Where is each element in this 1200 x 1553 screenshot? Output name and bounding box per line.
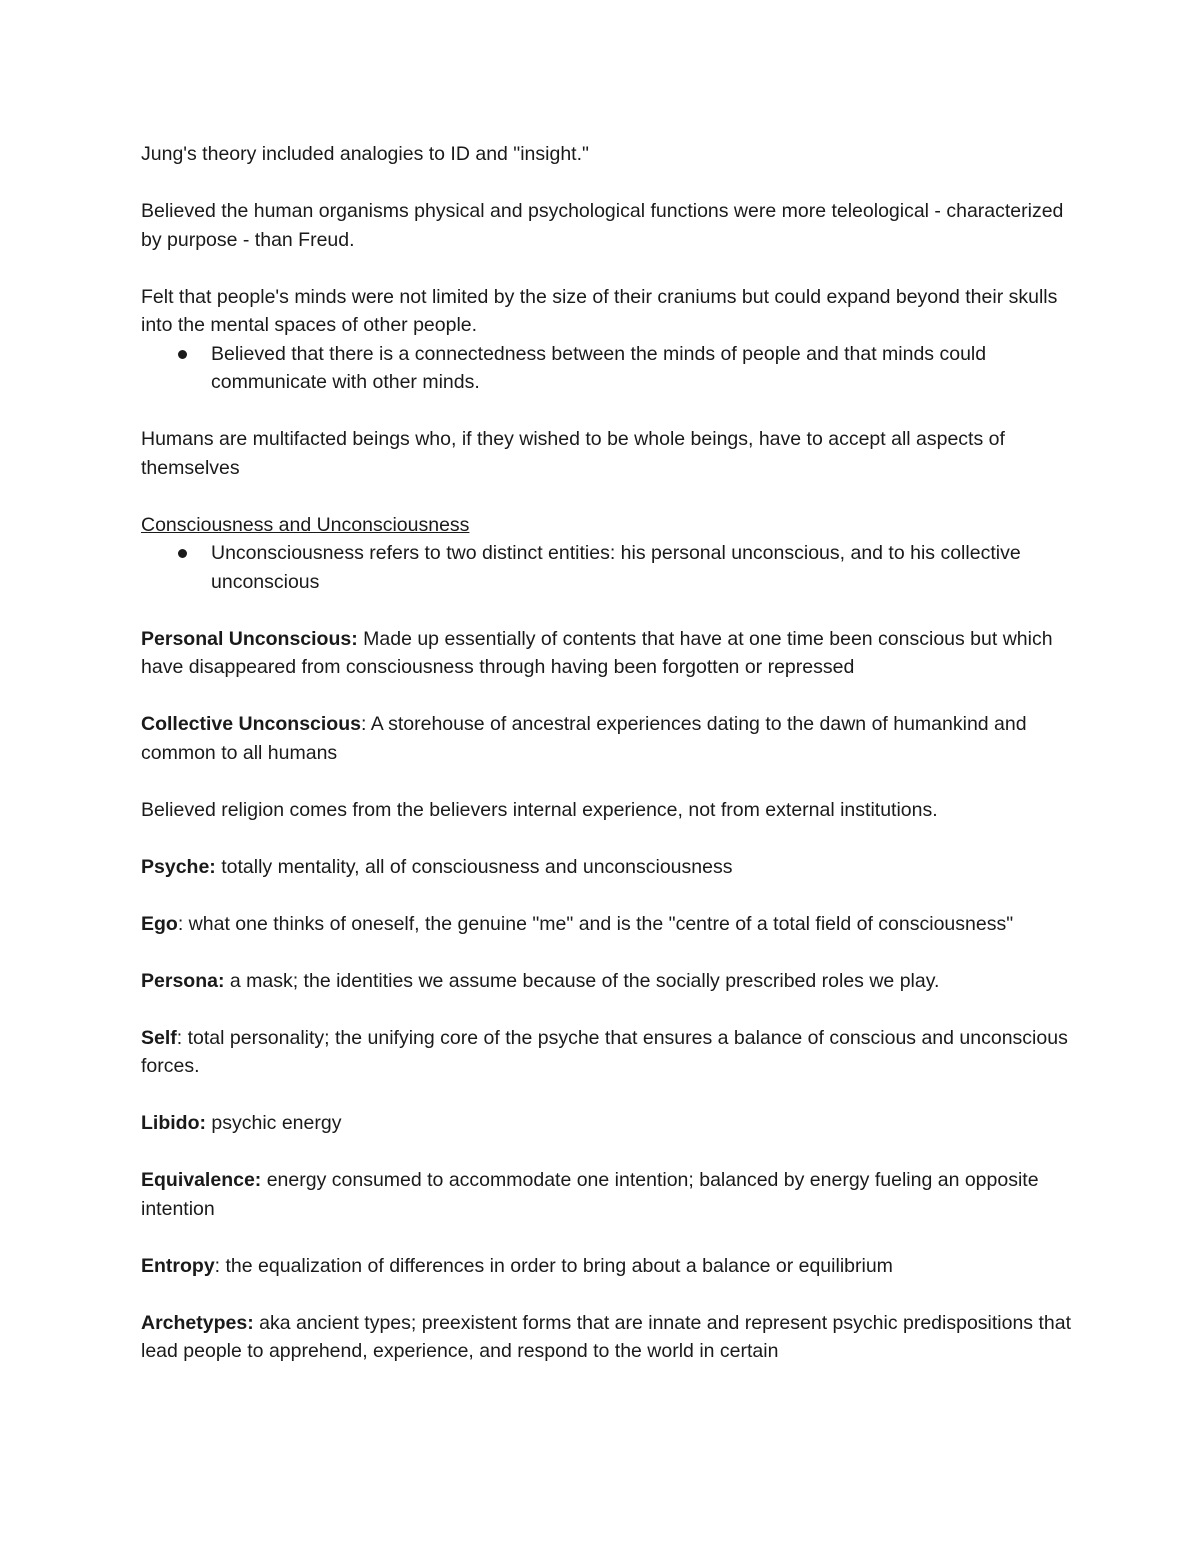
- definition-term: Archetypes:: [141, 1311, 254, 1334]
- paragraph-minds-expand: Felt that people's minds were not limited by the size of their craniums but could expand beyond their skulls into the mental spaces of other people.: [141, 285, 1058, 336]
- definition-entropy: [141, 1252, 1071, 1281]
- definition-personal-unconscious: [141, 625, 1071, 682]
- definition-text: a mask; the identities we assume because of the socially prescribed roles we play.: [224, 969, 940, 992]
- definition-archetypes: [141, 1309, 1071, 1366]
- definition-text: aka ancient types; preexistent forms that are innate and represent psychic predispositions that lead people to apprehend, experience, and respond to the world in certain: [141, 1311, 1072, 1362]
- definition-libido: [141, 1109, 1071, 1138]
- section-heading: [141, 511, 1071, 540]
- definition-term: Psyche:: [141, 855, 216, 878]
- definition-collective-unconscious: [141, 710, 1071, 767]
- definition-persona: [141, 967, 1071, 996]
- definition-self: [141, 1024, 1071, 1081]
- paragraph-teleological: Believed the human organisms physical and psychological functions were more teleological - characterized by purpose - than Freud.: [141, 200, 1064, 251]
- definition-term: Ego: [141, 912, 178, 935]
- list-item: [141, 539, 1071, 596]
- definition-term: Equivalence:: [141, 1169, 262, 1191]
- definition-text: : A storehouse of ancestral experiences dating to the dawn of humankind and common to all humans: [141, 713, 1027, 764]
- definition-text: totally mentality, all of consciousness and unconsciousness: [215, 855, 733, 878]
- bullet-text: Unconsciousness refers to two distinct entities: his personal unconscious, and to his collective unconscious: [211, 542, 1021, 593]
- bullet-list-minds: [141, 340, 1071, 397]
- definition-term: Persona:: [141, 969, 225, 992]
- document-page: [141, 140, 1071, 1366]
- definition-term: Entropy: [141, 1254, 215, 1277]
- definition-term: Libido:: [141, 1112, 206, 1134]
- section-heading-text: Consciousness and Unconsciousness: [141, 513, 470, 536]
- paragraph-religion: Believed religion comes from the believers internal experience, not from external institutions.: [141, 798, 938, 821]
- definition-term: Self: [141, 1026, 177, 1049]
- definition-text: : what one thinks of oneself, the genuine "me" and is the "centre of a total field of consciousness": [177, 912, 1014, 935]
- bullet-list-unconsciousness: [141, 539, 1071, 596]
- definition-text: Made up essentially of contents that have at one time been conscious but which have disappeared from consciousness through having been forgotten or repressed: [141, 627, 1053, 678]
- definition-text: energy consumed to accommodate one intention; balanced by energy fueling an opposite intention: [141, 1169, 1039, 1220]
- definition-psyche: [141, 853, 1071, 882]
- bullet-icon: [178, 350, 187, 359]
- definition-ego: [141, 910, 1071, 939]
- paragraph-jung-theory: Jung's theory included analogies to ID and "insight.": [141, 143, 589, 165]
- definition-text: psychic energy: [205, 1112, 342, 1134]
- paragraph-multifaceted: Humans are multifacted beings who, if they wished to be whole beings, have to accept all aspects of themselves: [141, 428, 1005, 479]
- bullet-text: Believed that there is a connectedness between the minds of people and that minds could communicate with other minds.: [211, 342, 987, 393]
- definition-text: : the equalization of differences in order to bring about a balance or equilibrium: [214, 1254, 893, 1277]
- definition-term: Collective Unconscious: [141, 713, 361, 735]
- definition-equivalence: [141, 1166, 1071, 1223]
- bullet-icon: [178, 549, 187, 558]
- definition-text: : total personality; the unifying core of the psyche that ensures a balance of conscious and unconscious forces.: [141, 1026, 1068, 1077]
- definition-term: Personal Unconscious:: [141, 627, 358, 650]
- list-item: [141, 340, 1071, 397]
